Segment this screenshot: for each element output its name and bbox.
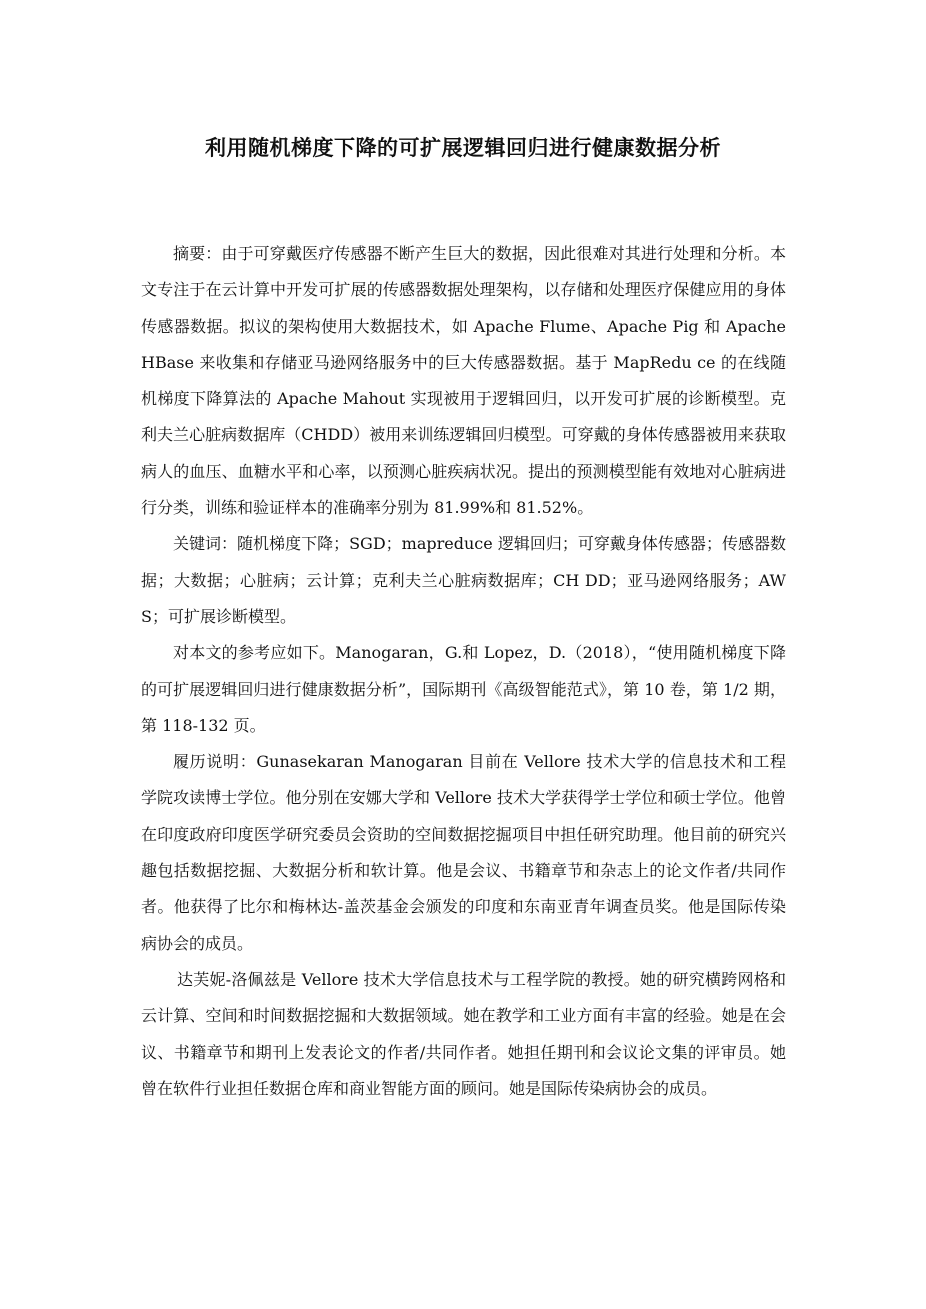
biography-lopez-paragraph: 达芙妮-洛佩兹是 Vellore 技术大学信息技术与工程学院的教授。她的研究横跨网格和云计算、空间和时间数据挖掘和大数据领域。她在教学和工业方面有丰富的经验。她是在会议、书籍章节和期刊上发表论文的作者/共同作者。她担任期刊和会议论文集的评审员。她曾在软件行业担任数据仓库和商业智能方面的顾问。她是国际传染病协会的成员。 <box>141 969 786 1098</box>
biography-manogaran-paragraph: 履历说明：Gunasekaran Manogaran 目前在 Vellore 技术大学的信息技术和工程学院攻读博士学位。他分别在安娜大学和 Vellore 技术大学获得学士学位和硕士学位。他曾在印度政府印度医学研究委员会资助的空间数据挖掘项目中担任研究助理。他目前的研究兴趣包括数据挖掘、大数据分析和软计算。他是会议、书籍章节和杂志上的论文作者/共同作者。他获得了比尔和梅林达-盖茨基金会颁发的印度和东南亚青年调查员奖。他是国际传染病协会的成员。 <box>141 752 786 953</box>
abstract-paragraph: 摘要：由于可穿戴医疗传感器不断产生巨大的数据，因此很难对其进行处理和分析。本文专注于在云计算中开发可扩展的传感器数据处理架构，以存储和处理医疗保健应用的身体传感器数据。拟议的架构使用大数据技术，如 Apache Flume、Apache Pig 和 Apache HBase 来收集和存储亚马逊网络服务中的巨大传感器数据。基于 MapRedu ce 的在线随机梯度下降算法的 Apache Mahout 实现被用于逻辑回归，以开发可扩展的诊断模型。克利夫兰心脏病数据库（CHDD）被用来训练逻辑回归模型。可穿戴的身体传感器被用来获取病人的血压、血糖水平和心率，以预测心脏疾病状况。提出的预测模型能有效地对心脏病进行分类，训练和验证样本的准确率分别为 81.99%和 81.52%。 <box>141 244 786 518</box>
document-title: 利用随机梯度下降的可扩展逻辑回归进行健康数据分析 <box>205 136 721 160</box>
keywords-paragraph: 关键词：随机梯度下降；SGD；mapreduce 逻辑回归；可穿戴身体传感器；传感器数据；大数据；心脏病；云计算；克利夫兰心脏病数据库；CH DD；亚马逊网络服务；AWS；可扩展诊断模型。 <box>141 534 786 626</box>
reference-paragraph: 对本文的参考应如下。Manogaran，G.和 Lopez，D.（2018），“使用随机梯度下降的可扩展逻辑回归进行健康数据分析”，国际期刊《高级智能范式》，第 10 卷，第 1/2 期，第 118-132 页。 <box>141 643 786 735</box>
document-body <box>141 236 786 1107</box>
